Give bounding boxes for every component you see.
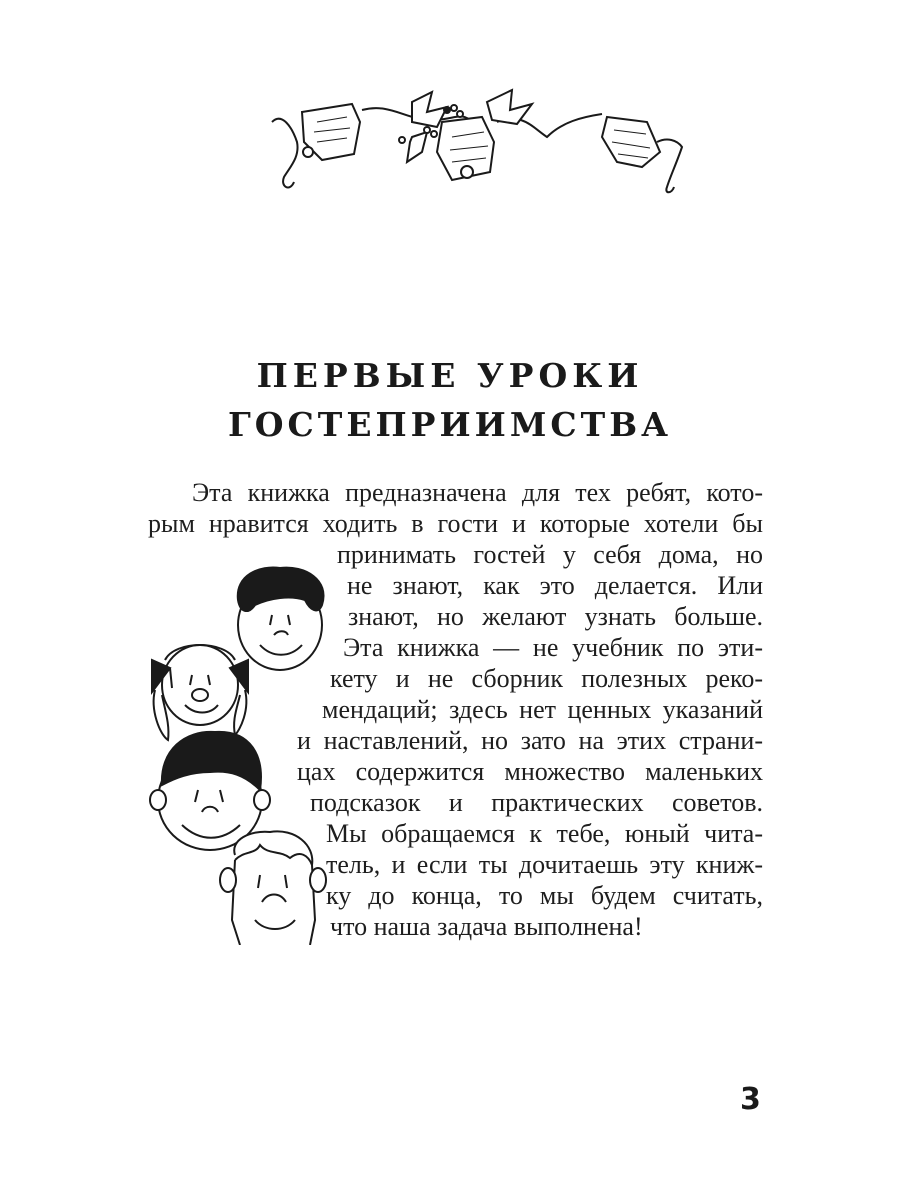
body-line: подсказок и практических советов. [310, 788, 763, 817]
body-line: и наставлений, но зато на этих страни- [297, 726, 763, 755]
chapter-title-line-1: ПЕРВЫЕ УРОКИ [256, 356, 644, 395]
body-line: что наша задача выполнена! [330, 912, 643, 941]
page-number: 3 [740, 1082, 761, 1117]
body-line: мендаций; здесь нет ценных указаний [322, 695, 763, 724]
chapter-title-line-2: ГОСТЕПРИИМСТВА [228, 405, 672, 444]
body-line: цах содержится множество маленьких [297, 757, 763, 786]
body-line: Эта книжка — не учебник по эти- [343, 633, 763, 662]
body-line: рым нравится ходить в гости и которые хотели бы [148, 509, 763, 538]
children-faces-illustration-icon [140, 560, 340, 945]
body-line: тель, и если ты дочитаешь эту книж- [326, 850, 763, 879]
body-line: ку до конца, то мы будем считать, [326, 881, 763, 910]
body-line: Эта книжка предназначена для тех ребят, кото- [192, 478, 763, 507]
body-line: кету и не сборник полезных реко- [330, 664, 763, 693]
body-line: Мы обращаемся к тебе, юный чита- [326, 819, 763, 848]
body-line: знают, но желают узнать больше. [348, 602, 763, 631]
bells-holly-ornament-icon [262, 82, 702, 202]
body-line: не знают, как это делается. Или [347, 571, 763, 600]
body-line: принимать гостей у себя дома, но [337, 540, 763, 569]
